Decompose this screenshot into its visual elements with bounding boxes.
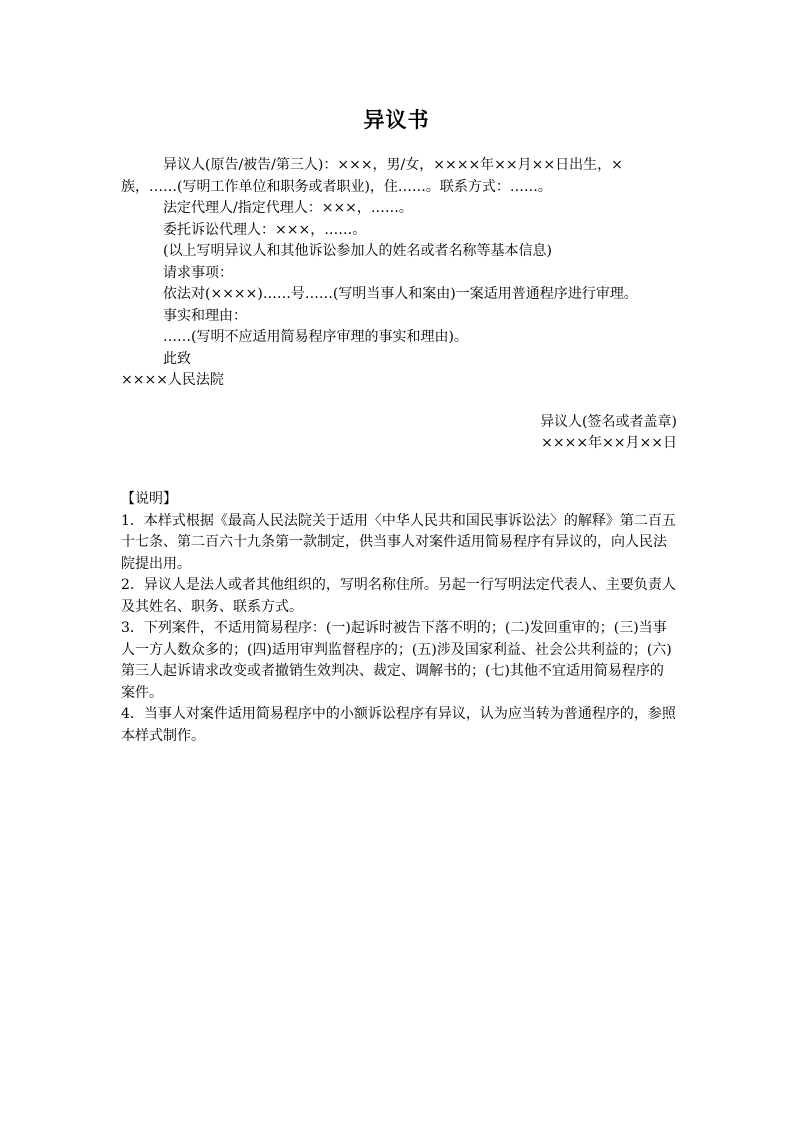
note-item-3: 3．下列案件，不适用简易程序：(一)起诉时被告下落不明的；(二)发回重审的；(三)当事人一方人数众多的；(四)适用审判监督程序的；(五)涉及国家利益、社会公共利益的；(六)第三人起诉请求改变或者撤销生效判决、裁定、调解书的；(七)其他不宜适用简易程序的案件。 xyxy=(121,620,672,701)
objector-info-paragraph: 异议人(原告/被告/第三人)：×××，男/女，××××年××月××日出生，×族，……(写明工作单位和职务或者职业)，住……。联系方式：……。 xyxy=(121,157,623,195)
legal-representative-line: 法定代理人/指定代理人：×××，……。 xyxy=(163,200,413,216)
document-title: 异议书 xyxy=(363,107,430,132)
signature-gap xyxy=(121,392,677,412)
request-heading: 请求事项： xyxy=(163,264,233,281)
note-item-2: 2．异议人是法人或者其他组织的，写明名称住所。另起一行写明法定代表人、主要负责人及其姓名、职务、联系方式。 xyxy=(121,577,676,615)
salutation-line: 此致 xyxy=(163,350,191,367)
agent-line: 委托诉讼代理人：×××，……。 xyxy=(163,221,367,238)
addressee-line: ××××人民法院 xyxy=(121,372,224,388)
facts-heading: 事实和理由： xyxy=(163,307,247,324)
info-note-line: (以上写明异议人和其他诉讼参加人的姓名或者名称等基本信息) xyxy=(163,243,552,259)
notes-heading: 【说明】 xyxy=(121,491,177,507)
facts-paragraph: ……(写明不应适用简易程序审理的事实和理由)。 xyxy=(163,329,468,345)
document-body xyxy=(121,155,677,455)
date-line: ××××年××月××日 xyxy=(541,435,677,451)
note-item-1: 1．本样式根据《最高人民法院关于适用〈中华人民共和国民事诉讼法〉的解释》第二百五十七条、第二百六十九条第一款制定，供当事人对案件适用简易程序有异议的，向人民法院提出用。 xyxy=(121,512,676,572)
request-paragraph: 依法对(××××)……号……(写明当事人和案由)一案适用普通程序进行审理。 xyxy=(163,286,638,302)
notes-section xyxy=(121,489,677,747)
note-item-4: 4．当事人对案件适用简易程序中的小额诉讼程序有异议，认为应当转为普通程序的，参照本样式制作。 xyxy=(121,706,676,744)
signature-line: 异议人(签名或者盖章) xyxy=(540,413,677,430)
